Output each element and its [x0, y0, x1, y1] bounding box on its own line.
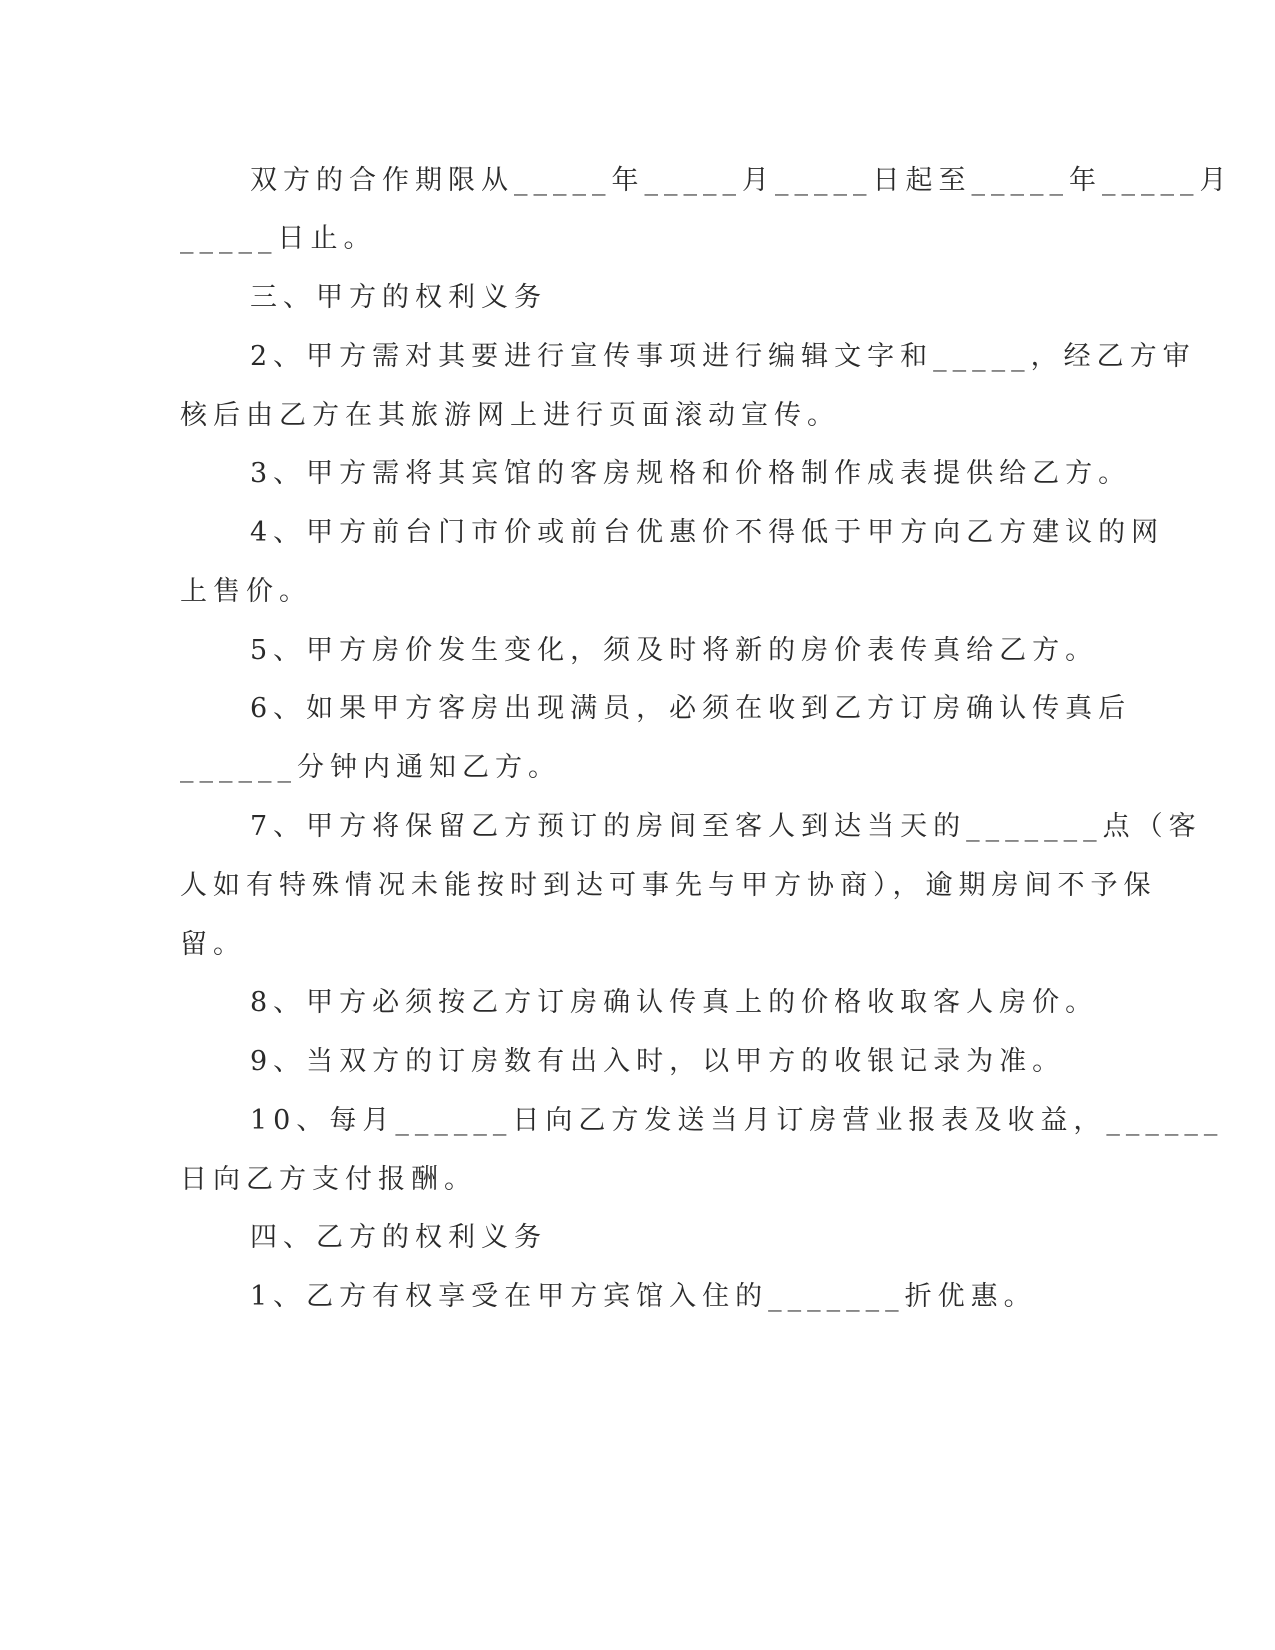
text-line: 人如有特殊情况未能按时到达可事先与甲方协商），逾期房间不予保: [180, 870, 1157, 901]
text-line: 留。: [180, 929, 246, 960]
text-line: 上售价。: [180, 576, 312, 607]
text-line: 3、甲方需将其宾馆的客房规格和价格制作成表提供给乙方。: [250, 458, 1132, 489]
text-line: 10、每月______日向乙方发送当月订房营业报表及收益，______: [250, 1105, 1224, 1136]
text-line: 9、当双方的订房数有出入时，以甲方的收银记录为准。: [250, 1046, 1066, 1077]
text-line: 日向乙方支付报酬。: [180, 1164, 477, 1195]
text-line: 双方的合作期限从_____年_____月_____日起至_____年_____月: [250, 165, 1233, 196]
text-line: 4、甲方前台门市价或前台优惠价不得低于甲方向乙方建议的网: [250, 517, 1165, 548]
text-line: 5、甲方房价发生变化，须及时将新的房价表传真给乙方。: [250, 635, 1099, 666]
section-heading: 四、乙方的权利义务: [250, 1222, 547, 1253]
text-line: 核后由乙方在其旅游网上进行页面滚动宣传。: [180, 400, 840, 431]
section-heading: 三、甲方的权利义务: [250, 282, 547, 313]
text-line: 6、如果甲方客房出现满员，必须在收到乙方订房确认传真后: [250, 693, 1132, 724]
text-line: 7、甲方将保留乙方预订的房间至客人到达当天的_______点（客: [250, 811, 1202, 842]
text-line: 1、乙方有权享受在甲方宾馆入住的_______折优惠。: [250, 1281, 1037, 1312]
text-line: _____日止。: [180, 223, 377, 254]
text-line: ______分钟内通知乙方。: [180, 752, 561, 783]
text-line: 2、甲方需对其要进行宣传事项进行编辑文字和_____，经乙方审: [250, 341, 1196, 372]
text-line: 8、甲方必须按乙方订房确认传真上的价格收取客人房价。: [250, 987, 1099, 1018]
